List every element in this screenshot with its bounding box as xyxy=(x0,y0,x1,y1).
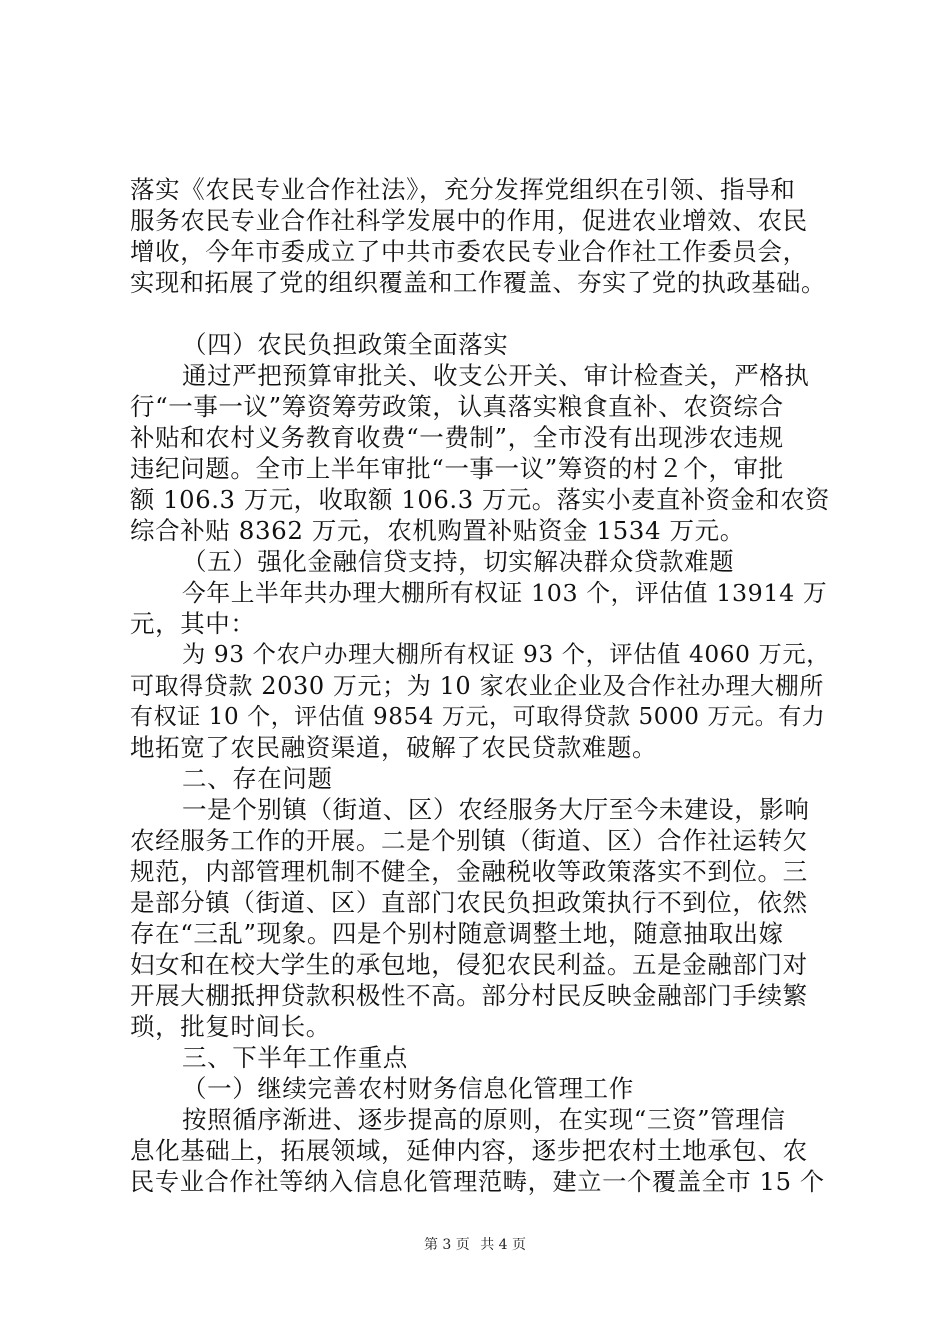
section-heading: （一）继续完善农村财务信息化管理工作 xyxy=(182,1074,634,1103)
text-line: 息化基础上，拓展领域，延伸内容，逐步把农村土地承包、农 xyxy=(130,1136,808,1165)
section-heading: 二、存在问题 xyxy=(182,764,333,793)
text-line: 农经服务工作的开展。二是个别镇（街道、区）合作社运转欠 xyxy=(130,826,808,855)
section-heading: （五）强化金融信贷支持，切实解决群众贷款难题 xyxy=(182,547,735,576)
text-line: 实现和拓展了党的组织覆盖和工作覆盖、夯实了党的执政基础。 xyxy=(130,268,826,297)
text-line: 开展大棚抵押贷款积极性不高。部分村民反映金融部门手续繁 xyxy=(130,981,808,1010)
text-line: 违纪问题。全市上半年审批“一事一议”筹资的村２个，审批 xyxy=(130,454,784,483)
text-line: 地拓宽了农民融资渠道，破解了农民贷款难题。 xyxy=(130,733,658,762)
text-line: 综合补贴 8362 万元，农机购置补贴资金 1534 万元。 xyxy=(130,516,745,545)
text-line: 按照循序渐进、逐步提高的原则，在实现“三资”管理信 xyxy=(182,1105,786,1134)
text-line: 通过严把预算审批关、收支公开关、审计检查关，严格执 xyxy=(182,361,810,390)
text-line: 行“一事一议”筹资筹劳政策，认真落实粮食直补、农资综合 xyxy=(130,392,784,421)
text-line: 为 93 个农户办理大棚所有权证 93 个，评估值 4060 万元， xyxy=(182,641,831,668)
text-line: 补贴和农村义务教育收费“一费制”，全市没有出现涉农违规 xyxy=(130,423,784,452)
text-line: 有权证 10 个，评估值 9854 万元，可取得贷款 5000 万元。有力 xyxy=(130,704,826,730)
text-line: 民专业合作社等纳入信息化管理范畴，建立一个覆盖全市 15 个 xyxy=(130,1167,825,1196)
section-heading: （四）农民负担政策全面落实 xyxy=(182,330,509,359)
text-line: 琐，批复时间长。 xyxy=(130,1012,331,1041)
text-line: 元，其中： xyxy=(130,609,256,638)
page-total: 共 4 页 xyxy=(480,1237,527,1253)
page-number: 第 3 页 xyxy=(423,1237,470,1253)
text-line: 服务农民专业合作社科学发展中的作用，促进农业增效、农民 xyxy=(130,206,808,235)
text-line: 今年上半年共办理大棚所有权证 103 个，评估值 13914 万 xyxy=(182,579,828,607)
section-heading: 三、下半年工作重点 xyxy=(182,1043,408,1072)
text-line: 存在“三乱”现象。四是个别村随意调整土地，随意抽取出嫁 xyxy=(130,919,784,948)
text-line: 一是个别镇（街道、区）农经服务大厅至今未建设，影响 xyxy=(182,795,810,824)
text-line: 妇女和在校大学生的承包地，侵犯农民利益。五是金融部门对 xyxy=(130,950,808,979)
text-line: 是部分镇（街道、区）直部门农民负担政策执行不到位，依然 xyxy=(130,888,808,917)
text-line: 落实《农民专业合作社法》，充分发挥党组织在引领、指导和 xyxy=(130,175,796,204)
text-line: 规范，内部管理机制不健全，金融税收等政策落实不到位。三 xyxy=(130,857,808,886)
page-footer xyxy=(0,1236,950,1254)
text-line: 可取得贷款 2030 万元；为 10 家农业企业及合作社办理大棚所 xyxy=(130,672,824,700)
text-line: 增收，今年市委成立了中共市委农民专业合作社工作委员会， xyxy=(130,237,808,266)
text-line: 额 106.3 万元，收取额 106.3 万元。落实小麦直补资金和农资 xyxy=(130,485,830,514)
